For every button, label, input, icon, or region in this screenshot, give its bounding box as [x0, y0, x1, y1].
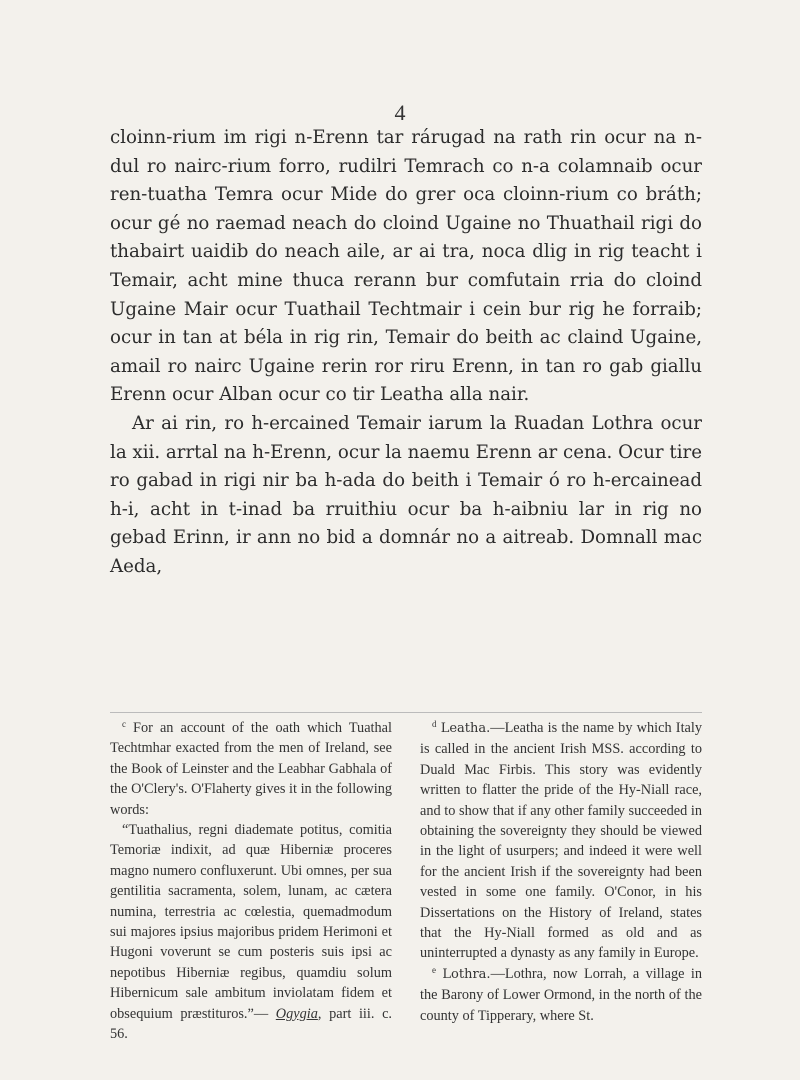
footnote-e-body: —Lothra, now Lorrah, a village in the Barony of Lower Ormond, in the north of the county of Tipperary, where St. — [420, 965, 702, 1024]
irish-paragraph-1: cloinn-rium im rigi n-Erenn tar rárugad na rath rin ocur na n-dul ro nairc-rium forro, rudilri Temrach co n-a colamnaib ocur ren-tuatha Temra ocur Mide do grer oca cloinn-rium co bráth; ocur gé no raemad neach do cloind Ugaine no Thuathail rigi do thabairt uaidib do neach aile, ar ai tra, noca dlig in rig teacht i Temair, acht mine thuca rerann bur comfutain rria do cloind Ugaine Mair ocur Tuathail Techtmair i cein bur rig he forraib; ocur in tan at béla in rig rin, Temair do beith ac claind Ugaine, amail ro nairc Ugaine rerin ror riru Erenn, in tan ro gab giallu Erenn ocur Alban ocur co tir Leatha alla nair. — [110, 127, 702, 406]
footnote-c — [110, 718, 392, 820]
page-number: 4 — [394, 100, 406, 125]
footnote-column-left — [110, 718, 392, 1045]
footnote-c-citation-rest: , part iii. c. 56. — [110, 1005, 393, 1043]
footnote-c-citation-title: Ogygia — [275, 1005, 318, 1022]
footnote-c-quote-text: “Tuathalius, regni diademate potitus, comitia Temoriæ indixit, ad quæ Hiberniæ proceres magno numero confluxerunt. Ubi omnes, per sua gentilitia sacramenta, solem, lunam, ac cætera numina, terrestria ac cœlestia, quemadmodum sui majores ipsius majoribus pridem Herimoni et Hugoni voverunt se cum posteris suis ipsi ac nepotibus Hiberniæ regibus, quamdiu solum Hibernicum sale ambitum inviolatam fidem et obsequium præstituros.”— — [110, 822, 392, 1022]
irish-main-text — [110, 124, 702, 582]
footnote-d — [420, 718, 702, 964]
footnotes — [110, 718, 702, 1045]
footnote-e — [420, 964, 702, 1026]
footnote-d-body: —Leatha is the name by which Italy is called in the ancient Irish MSS. according to Duald Mac Firbis. This story was evidently written to flatter the pride of the Hy-Niall race, and to show that if any other family succeeded in obtaining the sovereignty they should be viewed in the light of usurpers; and indeed it were well for the ancient Irish if the sovereignty had been vested in some one family. O'Conor, in his Dissertations on the History of Ireland, states that the Hy-Niall formed as old and as uninterrupted a dynasty as any family in Europe. — [420, 720, 703, 962]
footnote-e-headword: Lothra. — [442, 966, 491, 982]
footnote-column-right — [420, 718, 702, 1045]
footnote-c-intro: For an account of the oath which Tuathal Techtmhar exacted from the men of Ireland, see the Book of Leinster and the Leabhar Gabhala of the O'Clery's. O'Flaherty gives it in the following words: — [110, 720, 392, 818]
footnote-c-quote — [110, 820, 392, 1044]
footnote-marker-d: d — [432, 719, 437, 729]
footnote-marker-c: c — [122, 719, 126, 729]
footnote-divider — [110, 712, 702, 713]
footnote-marker-e: e — [432, 964, 436, 975]
footnote-d-headword: Leatha. — [440, 721, 491, 736]
irish-paragraph-2: Ar ai rin, ro h-ercained Temair iarum la Ruadan Lothra ocur la xii. arrtal na h-Erenn, ocur la naemu Erenn ar cena. Ocur tire ro gabad in rigi nir ba h-ada do beith i Temair ó ro h-ercainead h-i, acht in t-inad ba rruithiu ocur ba h-aibniu lar in rig no gebad Erinn, ir ann no bid a domnár no a aitreab. Domnall mac Aeda, — [110, 412, 702, 577]
